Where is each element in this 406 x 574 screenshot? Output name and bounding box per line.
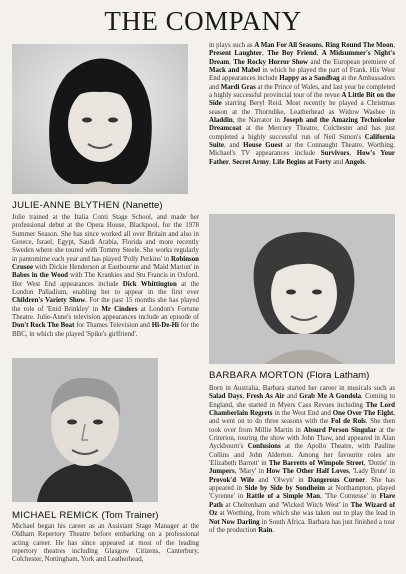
production-title: Dick Whittington bbox=[122, 280, 177, 288]
production-title: Rain bbox=[258, 526, 273, 534]
production-title: Children's Variety Show bbox=[12, 297, 86, 305]
bio-text: , bbox=[228, 158, 233, 166]
bio-text: and 'Olwyn' in bbox=[254, 476, 308, 484]
production-title: The Wizard of Oz bbox=[209, 501, 395, 518]
bio-text: . bbox=[364, 158, 367, 166]
bio-text: , bbox=[229, 58, 234, 66]
production-title: The Barretts of Wimpole Street bbox=[268, 460, 364, 468]
production-title: Mr Cinders bbox=[101, 305, 138, 313]
production-title: The Lord Chamberlain Regrets bbox=[209, 401, 395, 418]
bio-text: , bbox=[393, 42, 395, 49]
bio-text: at the Connaught Theatre, Worthing. Michael's TV appearances include bbox=[209, 142, 395, 158]
actor-heading-barbara bbox=[209, 370, 369, 381]
bio-text: , bbox=[269, 158, 273, 166]
actor-heading-michael bbox=[12, 510, 158, 521]
bio-text: at the Apollo Theatre, with Pauline Collins and John Alderton. Among her favourite roles are 'Elizabeth Barrett' in bbox=[209, 443, 395, 468]
bio-text: and the European premiere of bbox=[308, 58, 395, 66]
production-title: The Rocky Horror Show bbox=[233, 58, 308, 66]
production-title: California Suite bbox=[209, 133, 395, 150]
bio-text: at the Mercury Theatre, Colchester and has just completed a highly successful run of Neil Simon's bbox=[209, 125, 395, 141]
production-title: Side by Side by Sondheim bbox=[244, 485, 325, 493]
production-title: Grab Me A Gondola bbox=[299, 393, 362, 401]
bio-text: in South Africa. Barbara has just finished a tour of the production bbox=[209, 518, 395, 534]
bio-text: at the London Palladium, enabling her to appear in the first ever bbox=[12, 280, 199, 297]
production-title: One Over The Eight bbox=[332, 410, 394, 418]
bio-text: , bbox=[321, 42, 326, 49]
actor-role: (Tom Trainer) bbox=[101, 510, 159, 521]
production-title: Happy as a Sandbag bbox=[279, 75, 340, 83]
bio-text: at Worthing, from which she was taken out to play the lead in bbox=[217, 510, 395, 518]
bio-text: with Dickie Henderson at Eastbourne and 'Maid Marion' in bbox=[33, 264, 199, 272]
bio-text: and bbox=[331, 158, 345, 166]
bio-text: in the West End and bbox=[272, 410, 333, 418]
production-title: Absurd Person Singular bbox=[303, 426, 377, 434]
bio-text: . She then took over from Millie Martin in bbox=[209, 418, 395, 434]
actor-bio-michael-part2 bbox=[209, 42, 395, 208]
production-title: A Midsummer's Night's Dream bbox=[209, 50, 395, 66]
bio-text: , the Narrator in bbox=[232, 117, 283, 125]
bio-text: in plays such as bbox=[209, 42, 255, 49]
actor-role: (Nanette) bbox=[122, 200, 163, 211]
production-title: Ring Round The Moon bbox=[325, 42, 394, 49]
production-title: A Man For All Seasons bbox=[254, 42, 322, 49]
bio-text: Julie trained at the Italia Conti Stage School, and made her professional debut at the Opera House, Blackpool, for the 1978 Summer Season. She has since worked all over Britain and also in Greece, Israel, Egypt, Saudi Arabia, Florida and more recently Sweden where she toured with Tommy Steele. She works regularly in pantomime each year and has played 'Polly Perkins' in bbox=[12, 214, 199, 263]
page-title: THE COMPANY bbox=[104, 6, 302, 36]
production-title: Hi-De-Hi bbox=[151, 322, 179, 330]
production-title: A Little Bit on the Side bbox=[209, 92, 395, 108]
bio-text: for the BBC, in which she played 'Spike's girlfriend'. bbox=[12, 322, 199, 338]
bio-text: , 'Dottie' in bbox=[363, 460, 395, 468]
production-title: How's Your Father bbox=[209, 150, 395, 166]
bio-text: and bbox=[284, 393, 300, 401]
bio-text: , and went on to do three seasons with the bbox=[209, 410, 395, 426]
production-title: Mardi Gras bbox=[220, 83, 256, 91]
production-title: Flare Path bbox=[209, 493, 395, 509]
bio-text: at Northampton, played 'Cyrenne' in bbox=[209, 485, 395, 501]
production-title: Survivors bbox=[320, 150, 350, 158]
production-title: Life Begins at Forty bbox=[272, 158, 332, 166]
bio-text: , and bbox=[223, 142, 244, 150]
actor-bio-michael-part1 bbox=[12, 523, 199, 565]
actor-heading-julie-anne bbox=[12, 200, 163, 211]
bio-text: . bbox=[272, 526, 275, 534]
bio-text: , 'Lady Brute' in bbox=[348, 468, 395, 476]
bio-text: with The Krankies and Stu Francis in Oxford. Her West End appearances include bbox=[12, 272, 199, 288]
actor-bio-barbara bbox=[209, 385, 395, 567]
bio-text: at London's Fortune Theatre. Julie-Anne's television appearances include an episode of bbox=[12, 305, 199, 322]
production-title: Babes in the Wood bbox=[12, 272, 68, 280]
bio-text: at Cheltenham and 'Wicked Witch West' in bbox=[222, 501, 351, 509]
production-title: Robinson Crusoe bbox=[12, 255, 199, 272]
production-title: Mack and Mabel bbox=[209, 67, 261, 75]
production-title: Joseph and the Amazing Technicolor Dreamcoat bbox=[209, 117, 395, 133]
bio-text: Michael began his career as an Assistant Stage Manager at the Oldham Repertory Theatre before embarking on a professional acting career. He has since appeared at most of the leading repertory theatres including Glasgow Citizens, Canterbury, Colchester, Nottingham, York and Leatherhead, bbox=[12, 523, 199, 564]
bio-text: , 'The Comtesse' in bbox=[319, 493, 380, 501]
bio-text: starring Beryl Reid. Most recently he played a Christmas season at the Thorndike, Leatherhead as Widow Washee in bbox=[209, 100, 395, 116]
actor-bio-julie-anne bbox=[12, 214, 199, 360]
production-title: House Guest bbox=[243, 142, 283, 150]
bio-text: , bbox=[316, 50, 322, 58]
production-title: Provok'd Wife bbox=[209, 476, 255, 484]
production-title: Dangerous Corner bbox=[307, 476, 366, 484]
production-title: Rattle of a Simple Man bbox=[246, 493, 320, 501]
production-title: Fresh As Air bbox=[246, 393, 285, 401]
bio-text: , bbox=[261, 50, 268, 58]
bio-text: in which he played the part of Frank. His West End appearances include bbox=[209, 67, 395, 83]
bio-text: . She has appeared in bbox=[209, 476, 395, 493]
headshot-julie-anne bbox=[12, 44, 188, 194]
actor-name: JULIE-ANNE BLYTHEN bbox=[12, 200, 120, 211]
bio-text: at the Prince of Wales, and last year he completed a highly successful provincial tour of the revue bbox=[209, 83, 395, 100]
production-title: Angels bbox=[344, 158, 365, 166]
production-title: Salad Days bbox=[209, 393, 243, 401]
production-title: Aladdin bbox=[209, 117, 233, 125]
headshot-barbara bbox=[209, 214, 395, 364]
actor-name: BARBARA MORTON bbox=[209, 370, 304, 381]
bio-text: at the Ambassadors and bbox=[209, 75, 395, 91]
production-title: How The Other Half Loves bbox=[266, 468, 349, 476]
bio-text: . For the past 15 months she has played the role of 'Enid Brinkley' in bbox=[12, 297, 199, 313]
bio-text: for Thames Television and bbox=[74, 322, 152, 330]
actor-role: (Flora Latham) bbox=[306, 370, 370, 381]
production-title: Not Now Darling bbox=[209, 518, 260, 526]
bio-text: , 'Mary' in bbox=[234, 468, 267, 476]
production-title: Secret Army bbox=[232, 158, 270, 166]
bio-text: , bbox=[242, 393, 247, 401]
production-title: Present Laughter bbox=[209, 50, 262, 58]
production-title: Confusions bbox=[247, 443, 281, 451]
production-title: Fol de Rols bbox=[330, 418, 366, 426]
production-title: The Boy Friend bbox=[267, 50, 317, 58]
bio-text: . Coming to England, she started in Myers Cass Revues including bbox=[209, 393, 395, 409]
headshot-michael bbox=[12, 358, 158, 502]
production-title: Don't Rock The Boat bbox=[12, 322, 75, 330]
bio-text: at the Criterion, touring the show with John Thaw, and appeared in Alan Ayckbourn's bbox=[209, 426, 395, 451]
production-title: Jumpers bbox=[209, 468, 235, 476]
actor-name: MICHAEL REMICK bbox=[12, 510, 99, 521]
bio-text: Born in Australia, Barbara started her career in musicals such as bbox=[209, 385, 395, 392]
bio-text: , bbox=[349, 150, 357, 158]
